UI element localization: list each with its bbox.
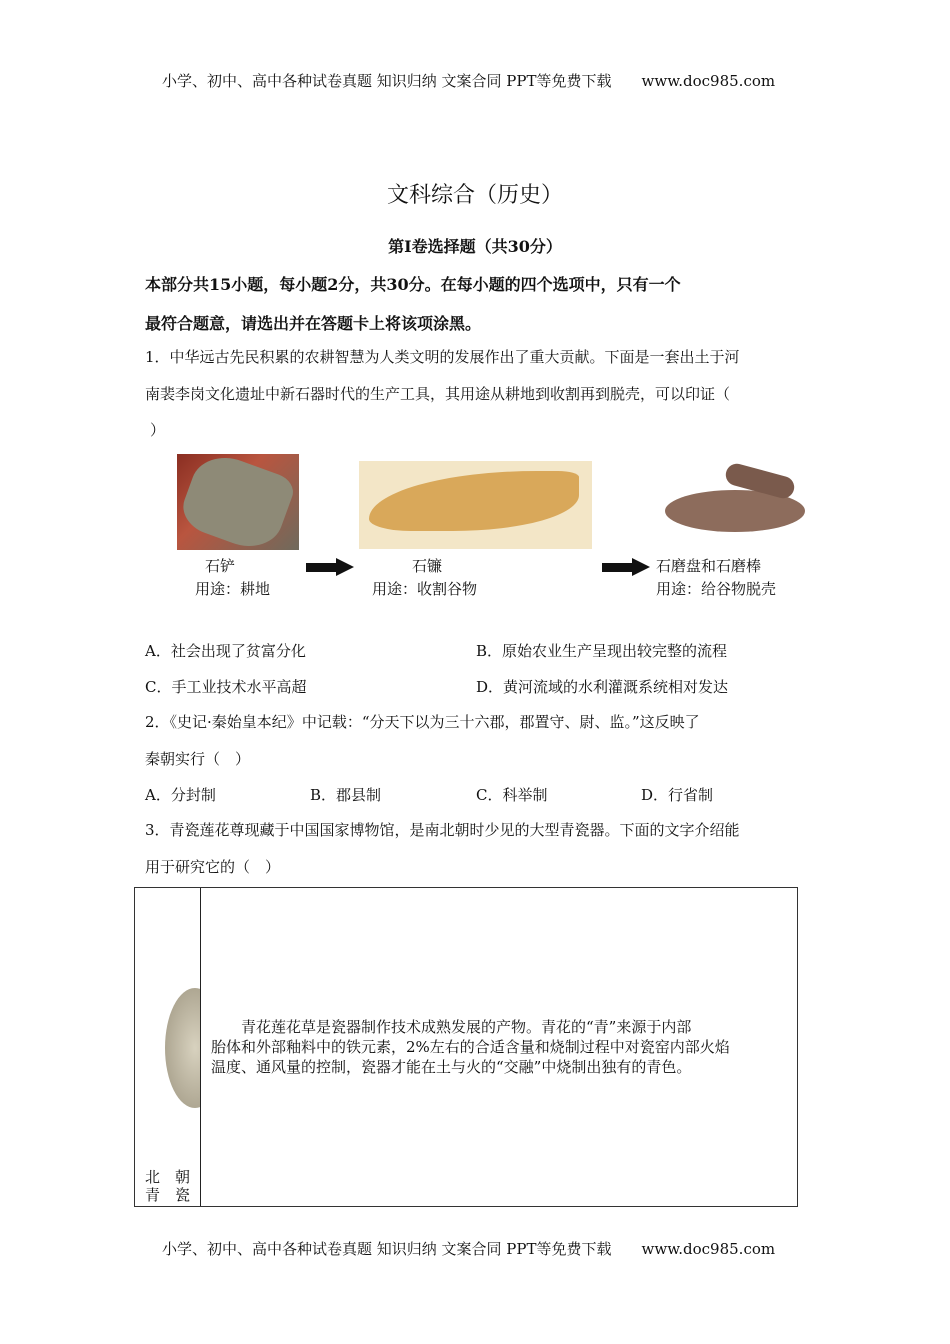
q3-text: 用于研究它的（ ）: [145, 858, 281, 876]
page-title: 文科综合（历史）: [386, 183, 563, 208]
q1-option-b[interactable]: B．原始农业生产呈现出较完整的流程: [476, 642, 728, 660]
tool-name: 石磨盘和石磨棒: [656, 557, 762, 575]
q3-text: 3．青瓷莲花尊现藏于中国国家博物馆，是南北朝时少见的大型青瓷器。下面的文字介绍能: [145, 821, 740, 839]
vase-caption: 青 瓷: [145, 1186, 191, 1204]
tool-use: 用途：给谷物脱壳: [656, 580, 777, 598]
q2-text: 秦朝实行（ ）: [145, 750, 251, 768]
q3-table: [134, 887, 798, 1207]
q3-passage: 胎体和外部釉料中的铁元素，2%左右的合适含量和烧制过程中对瓷窑内部火焰: [211, 1038, 730, 1056]
q3-passage: 温度、通风量的控制，瓷器才能在土与火的“交融”中烧制出独有的青色。: [211, 1058, 692, 1076]
section-title: 第I卷选择题（共30分）: [388, 237, 562, 256]
arrow-icon: [602, 558, 650, 576]
q2-option-b[interactable]: B．郡县制: [310, 786, 382, 804]
q1-text: ）: [150, 421, 166, 439]
footer-url: www.doc985.com: [641, 1240, 776, 1258]
stone-sickle-image: [359, 461, 592, 549]
q1-option-c[interactable]: C．手工业技术水平高超: [145, 678, 307, 696]
tool-use: 用途：耕地: [195, 580, 271, 598]
q2-option-c[interactable]: C．科举制: [476, 786, 548, 804]
q3-passage: 青花莲花草是瓷器制作技术成熟发展的产物。青花的“青”来源于内部: [211, 1018, 692, 1036]
q1-option-a[interactable]: A．社会出现了贫富分化: [145, 642, 306, 660]
instructions-line: 最符合题意，请选出并在答题卡上将该项涂黑。: [145, 314, 482, 333]
q2-text: 2．《史记·秦始皇本纪》中记载：“分天下以为三十六郡，郡置守、尉、监。”这反映了: [145, 713, 700, 731]
vase-caption: 北 朝: [145, 1168, 191, 1186]
q2-option-a[interactable]: A．分封制: [145, 786, 216, 804]
q1-option-d[interactable]: D．黄河流域的水利灌溉系统相对发达: [476, 678, 729, 696]
tool-use: 用途：收割谷物: [372, 580, 478, 598]
tool-name: 石铲: [205, 557, 236, 575]
grinding-stone-image: [665, 460, 810, 550]
q1-text: 南裴李岗文化遗址中新石器时代的生产工具，其用途从耕地到收割再到脱壳，可以印证（: [145, 385, 731, 403]
vase-cell: [135, 888, 201, 1206]
header-url: www.doc985.com: [641, 72, 776, 90]
q2-option-d[interactable]: D．行省制: [641, 786, 714, 804]
arrow-icon: [306, 558, 354, 576]
tool-name: 石镰: [412, 557, 443, 575]
stone-shovel-image: [177, 454, 299, 550]
footer-text: 小学、初中、高中各种试卷真题 知识归纳 文案合同 PPT等免费下载 www.doc985.com: [162, 1240, 776, 1258]
vase-image: [165, 988, 201, 1108]
instructions-line: 本部分共15小题，每小题2分，共30分。在每小题的四个选项中，只有一个: [145, 275, 681, 294]
header-text: 小学、初中、高中各种试卷真题 知识归纳 文案合同 PPT等免费下载 www.doc985.com: [162, 72, 776, 90]
q1-text: 1．中华远古先民积累的农耕智慧为人类文明的发展作出了重大贡献。下面是一套出土于河: [145, 348, 740, 366]
